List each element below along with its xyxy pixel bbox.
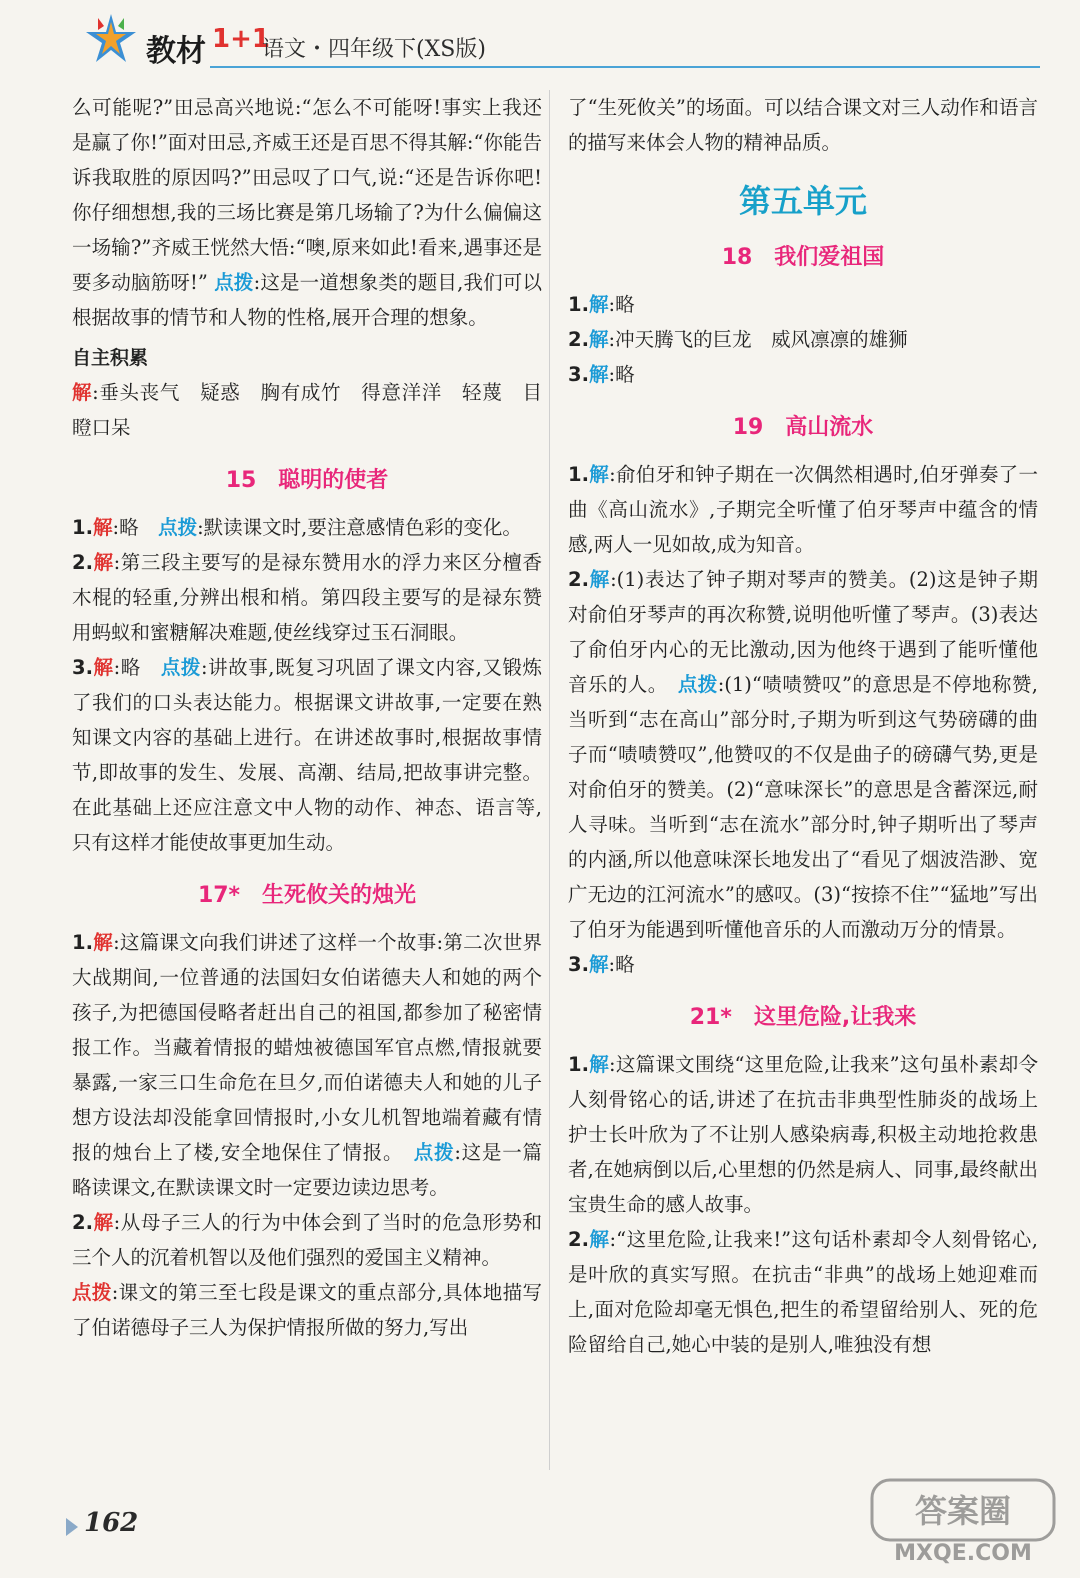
item-text: :略 xyxy=(112,516,159,539)
item-number: 1. xyxy=(568,293,589,316)
list-item xyxy=(568,322,1038,357)
jie-label: 解 xyxy=(588,1228,610,1251)
item-number: 2. xyxy=(568,328,589,351)
item-text: :这篇课文围绕“这里危险,让我来”这句虽朴素却令人刻骨铭心的话,讲述了在抗击非典型性肺炎的战场上护士长叶欣为了不让别人感染病毒,积极主动地抢救患者,在她病倒以后,心里想的仍然是病人、同事,最终献出宝贵生命的感人故事。 xyxy=(568,1053,1038,1216)
item-text: :从母子三人的行为中体会到了当时的危急形势和三个人的沉着机智以及他们强烈的爱国主义精神。 xyxy=(72,1211,542,1269)
watermark-logo xyxy=(868,1476,1058,1566)
lesson-15-title: 15 聪明的使者 xyxy=(225,468,389,493)
tip-text: :讲故事,既复习巩固了课文内容,又锻炼了我们的口头表达能力。根据课文讲故事,一定要在熟知课文内容的基础上进行。在讲述故事时,根据故事情节,即故事的发生、发展、高潮、结局,把故事讲完整。在此基础上还应注意文中人物的动作、神态、语言等,只有这样才能使故事更加生动。 xyxy=(72,656,542,854)
watermark-brand: 答案圈 xyxy=(914,1492,1012,1530)
list-item xyxy=(72,1205,542,1275)
list-item xyxy=(568,1047,1038,1222)
item-number: 2. xyxy=(72,551,93,574)
item-number: 1. xyxy=(72,516,93,539)
item-text: :“这里危险,让我来!”这句话朴素却令人刻骨铭心,是叶欣的真实写照。在抗击“非典”的战场上她迎难而上,面对危险却毫无惧色,把生的希望留给别人、死的危险留给自己,她心中装的是别人,唯独没有想 xyxy=(568,1228,1038,1356)
zizhu-label: 自主积累 xyxy=(72,347,149,369)
item-text: :略 xyxy=(608,363,635,386)
tip-label: 点拨 xyxy=(158,516,198,539)
tip-label: 点拨 xyxy=(72,1281,112,1304)
list-item xyxy=(568,357,1038,392)
lesson-17-items xyxy=(72,925,542,1345)
zizhu-text: :垂头丧气 疑惑 胸有成竹 得意洋洋 轻蔑 目瞪口呆 xyxy=(72,381,542,439)
item-text: :俞伯牙和钟子期在一次偶然相遇时,伯牙弹奏了一曲《高山流水》,子期完全听懂了伯牙琴声中蕴含的情感,两人一见如故,成为知音。 xyxy=(568,463,1038,556)
tip-label: 点拨 xyxy=(214,271,254,294)
brand-mark: 1+1 xyxy=(212,24,270,54)
item-text: :略 xyxy=(113,656,161,679)
intro-paragraph xyxy=(72,90,542,335)
column-divider xyxy=(549,90,550,1470)
lesson-19-items xyxy=(568,457,1038,982)
jie-label: 解 xyxy=(92,931,114,954)
jie-label: 解 xyxy=(588,463,610,486)
star-logo-icon xyxy=(84,12,138,66)
list-item xyxy=(72,650,542,860)
intro-tip-text: :这是一道想象类的题目,我们可以根据故事的情节和人物的性格,展开合理的想象。 xyxy=(72,271,542,329)
tip-label: 点拨 xyxy=(413,1141,455,1164)
list-item xyxy=(568,562,1038,947)
continuation-paragraph: 了“生死攸关”的场面。可以结合课文对三人动作和语言的描写来体会人物的精神品质。 xyxy=(568,96,1038,154)
lesson-18-title: 18 我们爱祖国 xyxy=(721,245,885,270)
jie-label: 解 xyxy=(92,1211,114,1234)
left-column xyxy=(72,90,542,1345)
list-item xyxy=(72,1275,542,1345)
item-text: :这篇课文向我们讲述了这样一个故事:第二次世界大战期间,一位普通的法国妇女伯诺德夫人和她的两个孩子,为把德国侵略者赶出自己的祖国,都参加了秘密情报工作。当藏着情报的蜡烛被德国军官点燃,情报就要暴露,一家三口生命危在旦夕,而伯诺德夫人和她的儿子想方设法却没能拿回情报时,小女儿机智地端着藏有情报的烛台上了楼,安全地保住了情报。 xyxy=(72,931,542,1164)
jie-label: 解 xyxy=(588,953,609,976)
item-number: 2. xyxy=(72,1211,93,1234)
lesson-15-items xyxy=(72,510,542,860)
list-item xyxy=(72,925,542,1205)
tip-text: :这是一篇略读课文,在默读课文时一定要边读边思考。 xyxy=(72,1141,542,1199)
tip-label: 点拨 xyxy=(677,673,718,696)
jie-label: 解 xyxy=(588,328,609,351)
jie-label: 解 xyxy=(588,568,611,591)
tip-text: :(1)“啧啧赞叹”的意思是不停地称赞,当听到“志在高山”部分时,子期为听到这气势磅礴的曲子而“啧啧赞叹”,他赞叹的不仅是曲子的磅礴气势,更是对俞伯牙的赞美。(2)“意味深长”的意思是含蓄深远,耐人寻味。当听到“志在流水”部分时,钟子期听出了琴声的内涵,所以他意味深长地发出了“看见了烟波浩渺、宽广无边的江河流水”的感叹。(3)“按捺不住”“猛地”写出了伯牙为能遇到听懂他音乐的人而激动万分的情景。 xyxy=(568,673,1038,941)
subject-title: 语文・四年级下(XS版) xyxy=(262,37,486,62)
list-item xyxy=(72,510,542,545)
item-number: 1. xyxy=(72,931,93,954)
item-number: 2. xyxy=(568,1228,589,1251)
item-number: 1. xyxy=(568,1053,589,1076)
item-text: :略 xyxy=(608,953,635,976)
jie-label: 解 xyxy=(92,656,114,679)
jie-label: 解 xyxy=(588,1053,610,1076)
item-number: 3. xyxy=(568,953,589,976)
jie-label: 解 xyxy=(588,293,609,316)
zizhu-answer xyxy=(72,375,542,445)
item-text: :第三段主要写的是禄东赞用水的浮力来区分檀香木棍的轻重,分辨出根和梢。第四段主要写的是禄东赞用蚂蚁和蜜糖解决难题,使丝线穿过玉石洞眼。 xyxy=(72,551,542,644)
intro-text: 么可能呢?”田忌高兴地说:“怎么不可能呀!事实上我还是赢了你!”面对田忌,齐威王还是百思不得其解:“你能告诉我取胜的原因吗?”田忌叹了口气,说:“还是告诉你吧!你仔细想想,我的三场比赛是第几场输了?为什么偏偏这一场输?”齐威王恍然大悟:“噢,原来如此!看来,遇事还是要多动脑筋呀!” xyxy=(72,96,542,294)
list-item xyxy=(568,1222,1038,1362)
item-number: 2. xyxy=(568,568,589,591)
header-rule xyxy=(210,66,1040,68)
item-number: 1. xyxy=(568,463,589,486)
unit-title: 第五单元 xyxy=(738,182,867,220)
list-item xyxy=(568,947,1038,982)
jie-label: 解 xyxy=(92,551,114,574)
list-item xyxy=(72,545,542,650)
item-text: :略 xyxy=(608,293,635,316)
item-text: :(1)表达了钟子期对琴声的赞美。(2)这是钟子期对俞伯牙琴声的再次称赞,说明他听懂了琴声。(3)表达了俞伯牙内心的无比激动,因为他终于遇到了能听懂他音乐的人。 xyxy=(568,568,1038,696)
jie-label: 解 xyxy=(72,381,93,404)
list-item xyxy=(568,457,1038,562)
lesson-17-title: 17* 生死攸关的烛光 xyxy=(197,883,417,908)
page-number: 162 xyxy=(84,1508,139,1538)
page-header xyxy=(0,0,1080,80)
tip-label: 点拨 xyxy=(160,656,201,679)
watermark-site: MXQE.COM xyxy=(894,1541,1032,1566)
right-column xyxy=(568,90,1038,1362)
lesson-21-items xyxy=(568,1047,1038,1362)
item-number: 3. xyxy=(72,656,93,679)
tip-text: :课文的第三至七段是课文的重点部分,具体地描写了伯诺德母子三人为保护情报所做的努力,写出 xyxy=(72,1281,542,1339)
item-number: 3. xyxy=(568,363,589,386)
lesson-18-items xyxy=(568,287,1038,392)
tip-text: :默读课文时,要注意感情色彩的变化。 xyxy=(197,516,522,539)
item-text: :冲天腾飞的巨龙 威风凛凛的雄狮 xyxy=(608,328,908,351)
jie-label: 解 xyxy=(92,516,113,539)
brand-title: 教材 xyxy=(146,34,206,69)
lesson-21-title: 21* 这里危险,让我来 xyxy=(689,1005,917,1030)
jie-label: 解 xyxy=(588,363,609,386)
page-arrow-icon xyxy=(66,1518,78,1536)
lesson-19-title: 19 高山流水 xyxy=(732,415,874,440)
list-item xyxy=(568,287,1038,322)
